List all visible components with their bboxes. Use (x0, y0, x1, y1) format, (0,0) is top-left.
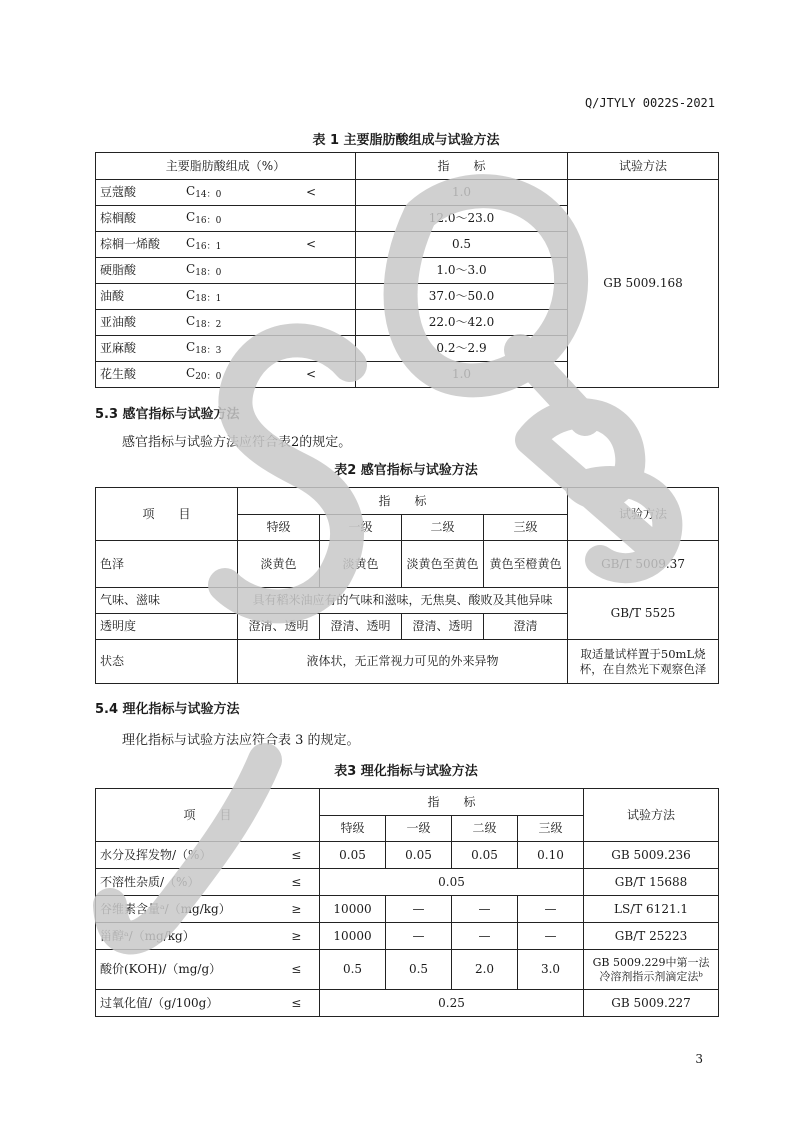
table2-clarity-label: 透明度 (96, 614, 238, 640)
table-row: 豆蔻酸 $C_{14:0}$ < (96, 180, 356, 206)
table2-grade: 特级 (238, 515, 320, 541)
table2-clarity-value: 澄清、透明 (320, 614, 402, 640)
table3-caption: 表3 理化指标与试验方法 (334, 764, 478, 779)
table3-grade: 特级 (320, 816, 386, 842)
section-5-4-text: 理化指标与试验方法应符合表 3 的规定。 (122, 733, 360, 748)
table1-value: 0.5 (356, 232, 568, 258)
table2-state-method: 取适量试样置于50mL烧杯，在自然光下观察色泽 (568, 640, 719, 684)
table2-color-value: 淡黄色 (238, 541, 320, 588)
table2-grade: 一级 (320, 515, 402, 541)
table3-header-item: 项 目 (96, 789, 320, 842)
table2-color-value: 淡黄色 (320, 541, 402, 588)
table1-value: 0.2～2.9 (356, 336, 568, 362)
table3-header-indicator: 指 标 (320, 789, 584, 816)
table-row: 亚油酸 $C_{18:2}$ (96, 310, 356, 336)
table2-color-value: 淡黄色至黄色 (402, 541, 484, 588)
table2-state-value: 液体状，无正常视力可见的外来异物 (238, 640, 568, 684)
table1-header-composition: 主要脂肪酸组成（%） (96, 153, 356, 180)
table2-clarity-value: 澄清 (484, 614, 568, 640)
table2-header-item: 项 目 (96, 488, 238, 541)
table-row: 亚麻酸 $C_{18:3}$ (96, 336, 356, 362)
table2-odor-clarity-method: GB/T 5525 (568, 588, 719, 640)
table2-clarity-value: 澄清、透明 (238, 614, 320, 640)
table-row: 甾醇ᵃ/（mg/kg） ≥ 10000 — — — GB/T 25223 (96, 923, 719, 950)
table3-physicochemical-indicators (95, 788, 719, 1017)
table1-caption: 表 1 主要脂肪酸组成与试验方法 (312, 133, 500, 148)
table1-value: 1.0 (356, 180, 568, 206)
table-row: 棕榈一烯酸 $C_{16:1}$ < (96, 232, 356, 258)
table2-grade: 三级 (484, 515, 568, 541)
table2-clarity-value: 澄清、透明 (402, 614, 484, 640)
table2-header-method: 试验方法 (568, 488, 719, 541)
table1-value: 22.0～42.0 (356, 310, 568, 336)
table2-color-method: GB/T 5009.37 (568, 541, 719, 588)
table1-header-method: 试验方法 (568, 153, 719, 180)
table2-header-indicator: 指 标 (238, 488, 568, 515)
table1-value: 1.0～3.0 (356, 258, 568, 284)
section-5-4-heading: 5.4 理化指标与试验方法 (95, 702, 240, 717)
table-row: 油酸 $C_{18:1}$ (96, 284, 356, 310)
section-5-3-heading: 5.3 感官指标与试验方法 (95, 407, 240, 422)
table1-header-indicator: 指 标 (356, 153, 568, 180)
table3-grade: 二级 (452, 816, 518, 842)
table2-odor-label: 气味、滋味 (96, 588, 238, 614)
table-row: 谷维素含量ᵃ/（mg/kg） ≥ 10000 — — — LS/T 6121.1 (96, 896, 719, 923)
table2-color-label: 色泽 (96, 541, 238, 588)
table1-value: 37.0～50.0 (356, 284, 568, 310)
table-row: 花生酸 $C_{20:0}$ < (96, 362, 356, 388)
table3-header-method: 试验方法 (584, 789, 719, 842)
table3-grade: 一级 (386, 816, 452, 842)
table-row: 不溶性杂质/（%） ≤ 0.05 GB/T 15688 (96, 869, 719, 896)
table1-value: 12.0～23.0 (356, 206, 568, 232)
table2-odor-value: 具有稻米油应有的气味和滋味，无焦臭、酸败及其他异味 (238, 588, 568, 614)
table-row: 酸价(KOH)/（mg/g） ≤ 0.5 0.5 2.0 3.0 GB 5009.229中第一法冷溶剂指示剂滴定法ᵇ (96, 950, 719, 990)
table-row: 过氧化值/（g/100g） ≤ 0.25 GB 5009.227 (96, 990, 719, 1017)
section-5-3-text: 感官指标与试验方法应符合表2的规定。 (122, 435, 352, 450)
table-row: 硬脂酸 $C_{18:0}$ (96, 258, 356, 284)
table2-state-label: 状态 (96, 640, 238, 684)
table1-value: 1.0 (356, 362, 568, 388)
table1-method: GB 5009.168 (568, 180, 719, 388)
table-row: 水分及挥发物/（%） ≤ 0.05 0.05 0.05 0.10 GB 5009.236 (96, 842, 719, 869)
table1-fatty-acid-composition (95, 152, 719, 388)
table2-color-value: 黄色至橙黄色 (484, 541, 568, 588)
table2-grade: 二级 (402, 515, 484, 541)
table2-caption: 表2 感官指标与试验方法 (334, 463, 478, 478)
page-number: 3 (695, 1052, 703, 1066)
table-row: 棕榈酸 $C_{16:0}$ (96, 206, 356, 232)
table2-sensory-indicators (95, 487, 719, 684)
document-number: Q/JTYLY 0022S-2021 (584, 96, 715, 110)
table3-grade: 三级 (518, 816, 584, 842)
